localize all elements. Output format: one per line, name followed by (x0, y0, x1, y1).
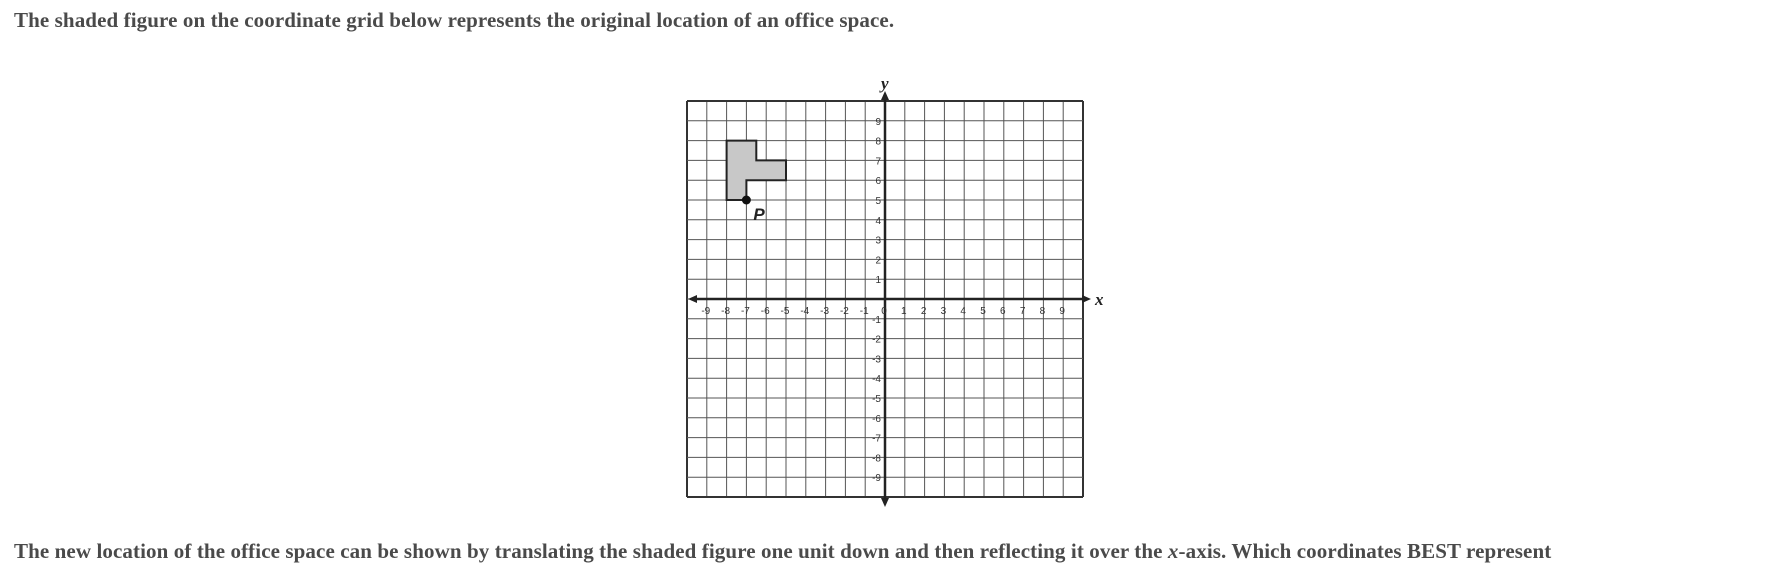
y-tick-label: 8 (875, 136, 881, 148)
shaded-office-figure (727, 141, 786, 200)
x-axis-tick-labels (701, 306, 1065, 317)
y-axis-label: y (881, 74, 889, 93)
x-tick-label: -3 (820, 306, 830, 317)
y-tick-label: -2 (872, 334, 881, 346)
x-tick-label: 3 (940, 306, 947, 317)
y-tick-label: 2 (875, 255, 881, 267)
y-tick-label: 4 (875, 215, 881, 227)
y-tick-label: -9 (872, 473, 881, 485)
x-tick-label: 5 (980, 306, 986, 317)
point-p-label: P (753, 205, 765, 224)
x-tick-label: -8 (721, 306, 731, 317)
x-tick-label: -9 (701, 306, 711, 317)
x-tick-label: 4 (960, 306, 966, 317)
y-tick-label: -8 (872, 453, 881, 465)
y-tick-label: 9 (875, 116, 881, 128)
followup-text-part1: The new location of the office space can be shown by translating the shaded figure one unit down and then reflecting it over the (14, 539, 1168, 563)
followup-text-part2: -axis. Which coordinates BEST represent (1178, 539, 1552, 563)
y-tick-label: -3 (872, 354, 881, 366)
x-axis-label: x (1095, 290, 1104, 309)
y-tick-label: -7 (872, 433, 881, 445)
y-tick-label: 1 (875, 275, 881, 287)
x-tick-label: -6 (760, 306, 770, 317)
x-tick-label: 0 (881, 306, 887, 317)
x-tick-label: -2 (839, 306, 849, 317)
y-tick-label: 5 (875, 196, 881, 207)
question-followup (14, 539, 1551, 564)
x-tick-label: 2 (920, 306, 927, 317)
question-intro: The shaded figure on the coordinate grid below represents the original location of an office space. (14, 8, 895, 32)
y-tick-label: -6 (872, 413, 881, 425)
x-tick-label: 1 (901, 306, 907, 317)
y-axis-tick-labels (872, 117, 881, 484)
x-axis-arrow-left (688, 295, 697, 303)
x-tick-label: -7 (740, 306, 750, 317)
x-tick-label: 6 (1000, 306, 1006, 317)
y-tick-label: 6 (875, 176, 881, 188)
point-p-marker (742, 196, 751, 205)
y-tick-label: -1 (872, 314, 881, 326)
y-tick-label: -5 (872, 394, 881, 405)
y-tick-label: 7 (875, 156, 881, 168)
y-tick-label: -4 (872, 374, 881, 386)
x-tick-label: 7 (1019, 306, 1026, 317)
x-axis-arrow-right (1082, 295, 1091, 303)
y-tick-label: 3 (875, 235, 881, 247)
x-tick-label: -1 (859, 306, 869, 317)
x-tick-label: 9 (1059, 306, 1065, 317)
x-tick-label: -4 (800, 306, 810, 317)
x-tick-label: -5 (780, 306, 790, 317)
y-axis-arrow-down (881, 498, 889, 507)
x-tick-label: 8 (1039, 306, 1046, 317)
followup-axis-variable: x (1167, 539, 1179, 563)
